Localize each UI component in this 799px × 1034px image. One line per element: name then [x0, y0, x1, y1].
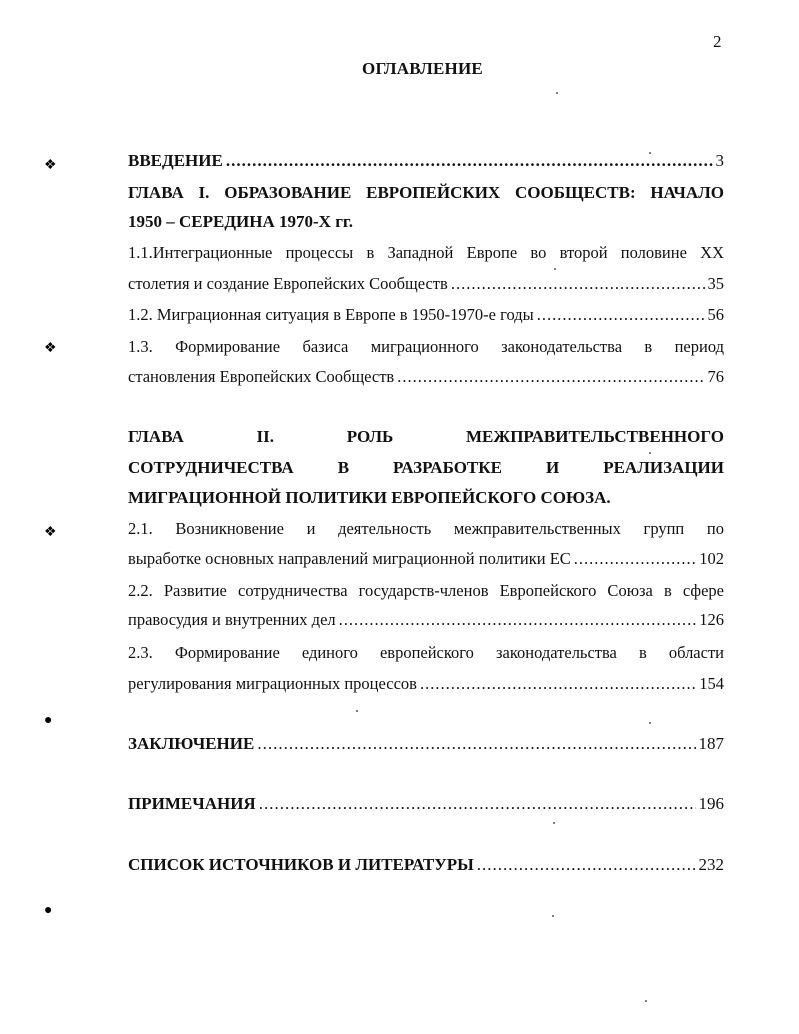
toc-entry-sources[interactable]	[128, 852, 724, 878]
dot-leader	[339, 607, 697, 633]
scan-speck	[553, 822, 555, 824]
toc-entry-line[interactable]: 2.1. Возникновение и деятельность межправительственных групп по	[128, 519, 724, 538]
toc-page-number: 76	[707, 367, 724, 386]
toc-entry-conclusion[interactable]	[128, 731, 724, 757]
margin-bullet-icon: ●	[44, 903, 53, 918]
dot-leader	[451, 271, 705, 297]
scan-speck	[356, 710, 358, 712]
toc-entry-notes[interactable]	[128, 791, 724, 817]
dot-leader	[420, 671, 696, 697]
toc-entry-label: правосудия и внутренних дел	[128, 610, 336, 629]
scan-speck	[552, 915, 554, 917]
toc-entry-label: ВВЕДЕНИЕ	[128, 151, 223, 170]
toc-entry-label: выработке основных направлений миграционной политики ЕС	[128, 549, 571, 568]
scan-speck	[556, 92, 558, 94]
toc-page-number: 35	[707, 274, 724, 293]
dot-leader	[257, 731, 695, 757]
toc-entry-label: регулирования миграционных процессов	[128, 674, 417, 693]
toc-entry-label: ЗАКЛЮЧЕНИЕ	[128, 734, 255, 753]
toc-page-number: 3	[715, 151, 724, 170]
toc-entry-2-2[interactable]	[128, 607, 724, 633]
toc-entry-line[interactable]: 2.2. Развитие сотрудничества государств-членов Европейского Союза в сфере	[128, 581, 724, 600]
toc-entry-1-1[interactable]	[128, 271, 724, 297]
scan-speck	[649, 722, 651, 724]
toc-entry-label: ПРИМЕЧАНИЯ	[128, 794, 256, 813]
toc-entry-label: 1.2. Миграционная ситуация в Европе в 1950-1970-е годы	[128, 305, 534, 324]
chapter-heading[interactable]: МИГРАЦИОННОЙ ПОЛИТИКИ ЕВРОПЕЙСКОГО СОЮЗА.	[128, 488, 611, 507]
toc-page-number: 102	[699, 549, 724, 568]
toc-entry-line[interactable]: 2.3. Формирование единого европейского законодательства в области	[128, 643, 724, 662]
scan-speck	[554, 268, 556, 270]
toc-entry-intro[interactable]	[128, 148, 724, 174]
scan-speck	[649, 452, 651, 454]
dot-leader	[574, 546, 696, 572]
toc-entry-1-3[interactable]	[128, 364, 724, 390]
toc-entry-label: становления Европейских Сообществ	[128, 367, 395, 386]
toc-entry-label: столетия и создание Европейских Сообществ	[128, 274, 448, 293]
dot-leader	[477, 852, 696, 878]
chapter-heading[interactable]: ГЛАВА II. РОЛЬ МЕЖПРАВИТЕЛЬСТВЕННОГО	[128, 427, 724, 446]
chapter-heading[interactable]: 1950 – СЕРЕДИНА 1970-Х гг.	[128, 212, 353, 231]
margin-bullet-icon: ❖	[44, 525, 57, 540]
scan-speck	[645, 1000, 647, 1002]
dot-leader	[259, 791, 696, 817]
toc-page-number: 196	[698, 794, 724, 813]
margin-bullet-icon: ●	[44, 713, 53, 728]
page-title: ОГЛАВЛЕНИЕ	[362, 59, 483, 78]
toc-page-number: 56	[707, 305, 724, 324]
dot-leader	[226, 148, 713, 174]
page-number: 2	[713, 32, 722, 51]
toc-entry-line[interactable]: 1.3. Формирование базиса миграционного законодательства в период	[128, 337, 724, 356]
dot-leader	[537, 302, 705, 328]
toc-entry-label: СПИСОК ИСТОЧНИКОВ И ЛИТЕРАТУРЫ	[128, 855, 474, 874]
margin-bullet-icon: ❖	[44, 158, 57, 173]
toc-entry-2-3[interactable]	[128, 671, 724, 697]
toc-page-number: 126	[699, 610, 724, 629]
toc-entry-2-1[interactable]	[128, 546, 724, 572]
toc-page-number: 232	[698, 855, 724, 874]
chapter-heading[interactable]: СОТРУДНИЧЕСТВА В РАЗРАБОТКЕ И РЕАЛИЗАЦИИ	[128, 458, 724, 477]
chapter-heading[interactable]: ГЛАВА I. ОБРАЗОВАНИЕ ЕВРОПЕЙСКИХ СООБЩЕСТВ: НАЧАЛО	[128, 183, 724, 202]
toc-entry-line[interactable]: 1.1.Интеграционные процессы в Западной Европе во второй половине XX	[128, 243, 724, 262]
toc-page-number: 154	[699, 674, 724, 693]
toc-page-number: 187	[698, 734, 724, 753]
margin-bullet-icon: ❖	[44, 341, 57, 356]
dot-leader	[397, 364, 704, 390]
toc-entry-1-2[interactable]	[128, 302, 724, 328]
